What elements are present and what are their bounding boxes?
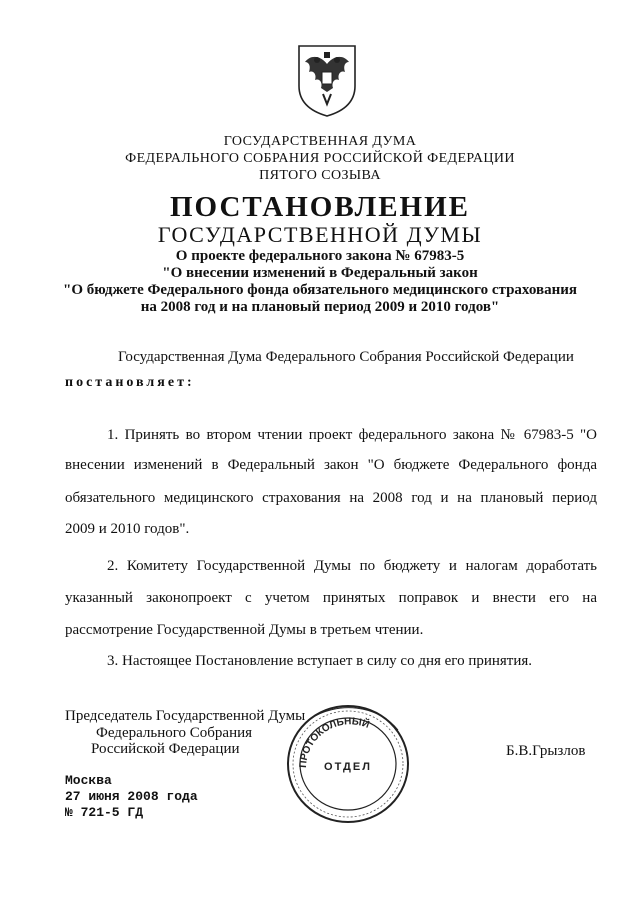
intro-text: Государственная Дума Федерального Собрания Российской Федерации: [118, 349, 574, 365]
footer-date: 27 июня 2008 года: [65, 789, 198, 804]
subject-line-1: О проекте федерального закона № 67983-5: [175, 248, 465, 264]
item2-line-2: указанный законопроект с учетом принятых поправок и внести его на: [65, 590, 597, 606]
item1-line-4: 2009 и 2010 годов".: [65, 521, 190, 537]
item1-line-2: внесении изменений в Федеральный закон "О бюджете Федерального фонда: [65, 457, 597, 473]
item2-line-3: рассмотрение Государственной Думы в третьем чтении.: [65, 622, 424, 638]
subject-line-3: "О бюджете Федерального фонда обязательного медицинского страхования: [63, 282, 577, 298]
footer-number: № 721-5 ГД: [65, 805, 144, 820]
subject-line-2: "О внесении изменений в Федеральный закон: [162, 265, 478, 281]
document-title: ПОСТАНОВЛЕНИЕ: [169, 191, 470, 223]
resolves-text: постановляет:: [65, 375, 195, 390]
document-subtitle: ГОСУДАРСТВЕННОЙ ДУМЫ: [157, 222, 483, 247]
stamp-seal: [268, 690, 428, 830]
signature-position-line-2: Федерального Собрания: [96, 725, 253, 741]
header-line-2: ФЕДЕРАЛЬНОГО СОБРАНИЯ РОССИЙСКОЙ ФЕДЕРАЦИИ: [125, 151, 515, 166]
subject-line-4: на 2008 год и на плановый период 2009 и 2010 годов": [140, 299, 500, 315]
item2-line-1: 2. Комитету Государственной Думы по бюджету и налогам доработать: [107, 558, 597, 574]
signature-position-line-3: Российской Федерации: [91, 741, 240, 757]
item1-line-1: 1. Принять во втором чтении проект федерального закона № 67983-5 "О: [107, 427, 597, 443]
header-line-1: ГОСУДАРСТВЕННАЯ ДУМА: [223, 134, 417, 149]
header-line-3: ПЯТОГО СОЗЫВА: [259, 168, 381, 183]
stamp-text-center: ОТДЕЛ: [324, 761, 372, 773]
signature-position-line-1: Председатель Государственной Думы: [65, 708, 306, 724]
item3-text: 3. Настоящее Постановление вступает в силу со дня его принятия.: [107, 653, 533, 669]
stamp-text-top: ПРОТОКОЛЬНЫЙ: [297, 716, 371, 769]
item1-line-3: обязательного медицинского страхования на 2008 год и на плановый период: [65, 490, 597, 506]
footer-city: Москва: [65, 773, 112, 788]
signatory-name: Б.В.Грызлов: [506, 743, 586, 759]
state-emblem-icon: [295, 42, 359, 118]
